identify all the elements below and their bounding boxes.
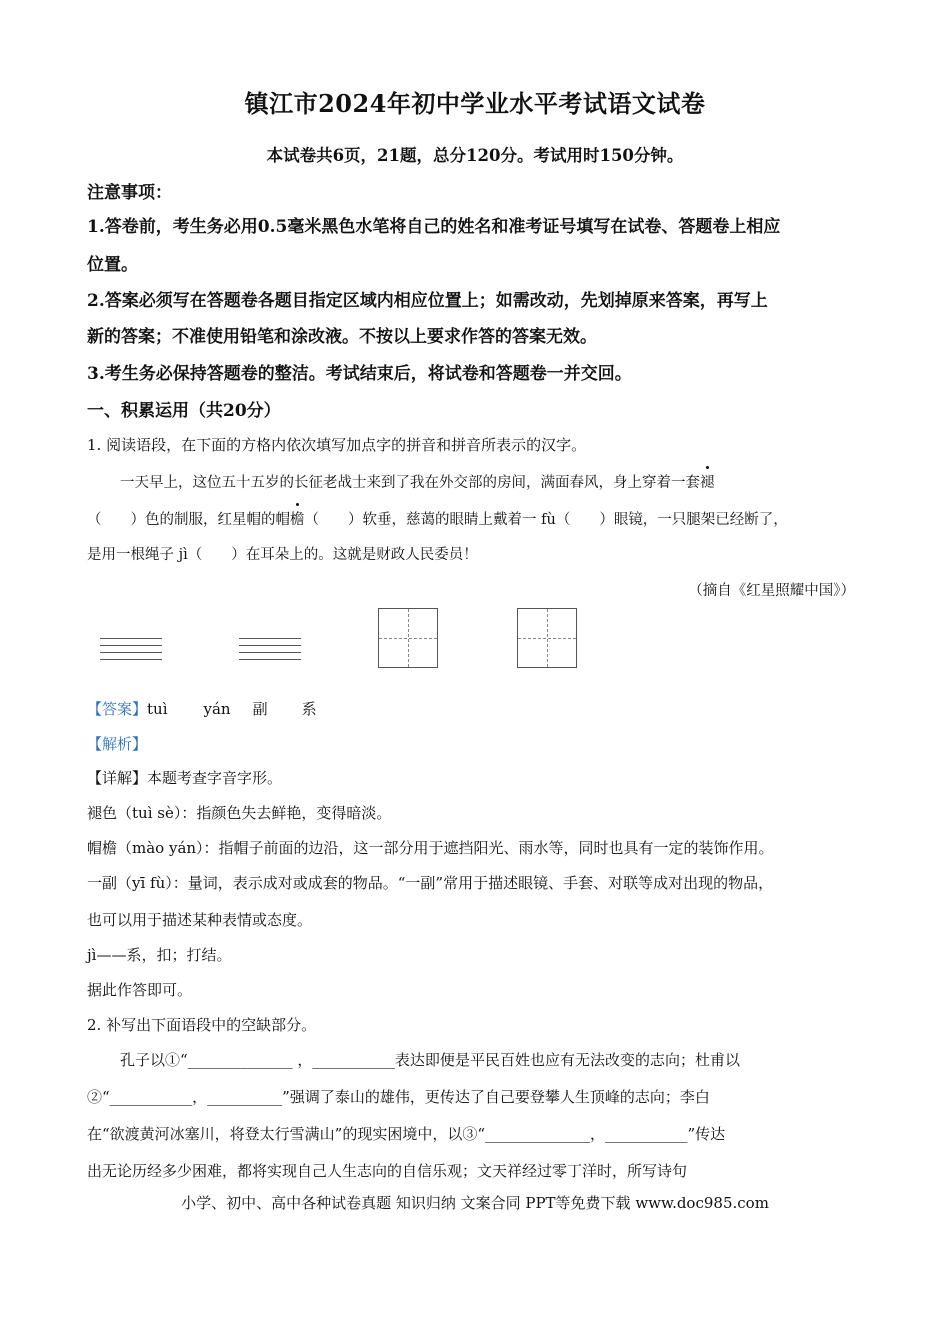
q2-line-2: ②“___________，__________”强调了泰山的雄伟，更传达了自己要登攀人生顶峰的志向；李白 xyxy=(87,1088,710,1106)
explanation-3-cont: 也可以用于描述某种表情或态度。 xyxy=(87,911,313,929)
notice-item-2: 2.答案必须写在答题卷各题目指定区域内相应位置上；如需改动，先划掉原来答案，再写上 xyxy=(87,291,768,311)
section-heading: 一、积累运用（共20分） xyxy=(87,401,281,421)
answer-line xyxy=(87,698,317,719)
question-2-stem: 2. 补写出下面语段中的空缺部分。 xyxy=(87,1016,317,1034)
passage-line-3: 是用一根绳子 jì（ ）在耳朵上的。这就是财政人民委员！ xyxy=(87,547,478,563)
dotted-char: 褪 xyxy=(700,471,715,492)
notice-heading: 注意事项： xyxy=(87,183,172,203)
character-grid-1 xyxy=(378,608,438,668)
pinyin-lines-2 xyxy=(239,638,301,666)
explanation-4: jì——系，扣；打结。 xyxy=(87,946,232,964)
conclusion: 据此作答即可。 xyxy=(87,981,193,999)
q2-line-3: 在“欲渡黄河冰塞川，将登太行雪满山”的现实困境中，以③“______________，___________”传达 xyxy=(87,1125,726,1143)
exam-info: 本试卷共6页，21题，总分120分。考试用时150分钟。 xyxy=(266,146,684,165)
answer-item: 副 xyxy=(252,700,268,718)
question-1-stem: 1. 阅读语段，在下面的方格内依次填写加点字的拼音和拼音所表示的汉字。 xyxy=(87,436,587,454)
notice-item-2-cont: 新的答案；不准使用铅笔和涂改液。不按以上要求作答的答案无效。 xyxy=(87,327,597,347)
answer-label: 【答案】 xyxy=(87,700,148,718)
character-grid-2 xyxy=(517,608,577,668)
detail-heading: 【详解】本题考查字音字形。 xyxy=(87,769,283,787)
q2-line-1: 孔子以①“______________ ，___________表达即便是平民百姓也应有无法改变的志向；杜甫以 xyxy=(120,1051,740,1069)
answer-item: 系 xyxy=(301,700,317,718)
passage-line-1 xyxy=(120,471,715,492)
page-title: 镇江市2024年初中学业水平考试语文试卷 xyxy=(244,89,706,118)
passage-line-2 xyxy=(87,508,788,529)
explanation-2: 帽檐（mào yán）：指帽子前面的边沿，这一部分用于遮挡阳光、雨水等，同时也具有一定的装饰作用。 xyxy=(87,839,774,857)
passage-text: （ ）色的制服，红星帽的帽 xyxy=(87,512,290,528)
passage-text: 一天早上，这位五十五岁的长征老战士来到了我在外交部的房间，满面春风，身上穿着一套 xyxy=(120,475,700,491)
notice-item-1-cont: 位置。 xyxy=(87,255,138,275)
explanation-1: 褪色（tuì sè）：指颜色失去鲜艳，变得暗淡。 xyxy=(87,804,392,822)
page-footer: 小学、初中、高中各种试卷真题 知识归纳 文案合同 PPT等免费下载 www.doc985.com xyxy=(181,1194,769,1212)
explanation-3: 一副（yī fù）：量词，表示成对或成套的物品。“一副”常用于描述眼镜、手套、对联等成对出现的物品， xyxy=(87,874,774,892)
notice-item-1: 1.答卷前，考生务必用0.5毫米黑色水笔将自己的姓名和准考证号填写在试卷、答题卷上相应 xyxy=(87,217,781,237)
analysis-label: 【解析】 xyxy=(87,735,148,753)
q2-line-4: 出无论历经多少困难，都将实现自己人生志向的自信乐观；文天祥经过零丁洋时，所写诗句 xyxy=(87,1162,688,1180)
passage-source: （摘自《红星照耀中国》） xyxy=(688,583,855,599)
dotted-char: 檐 xyxy=(290,508,305,529)
answer-item: tuì xyxy=(147,700,168,718)
notice-item-3: 3.考生务必保持答题卷的整洁。考试结束后，将试卷和答题卷一并交回。 xyxy=(87,364,632,384)
passage-text: （ ）软垂，慈蔼的眼睛上戴着一 fù（ ）眼镜，一只腿架已经断了， xyxy=(304,512,788,528)
pinyin-lines-1 xyxy=(100,638,162,666)
answer-item: yán xyxy=(203,700,231,718)
